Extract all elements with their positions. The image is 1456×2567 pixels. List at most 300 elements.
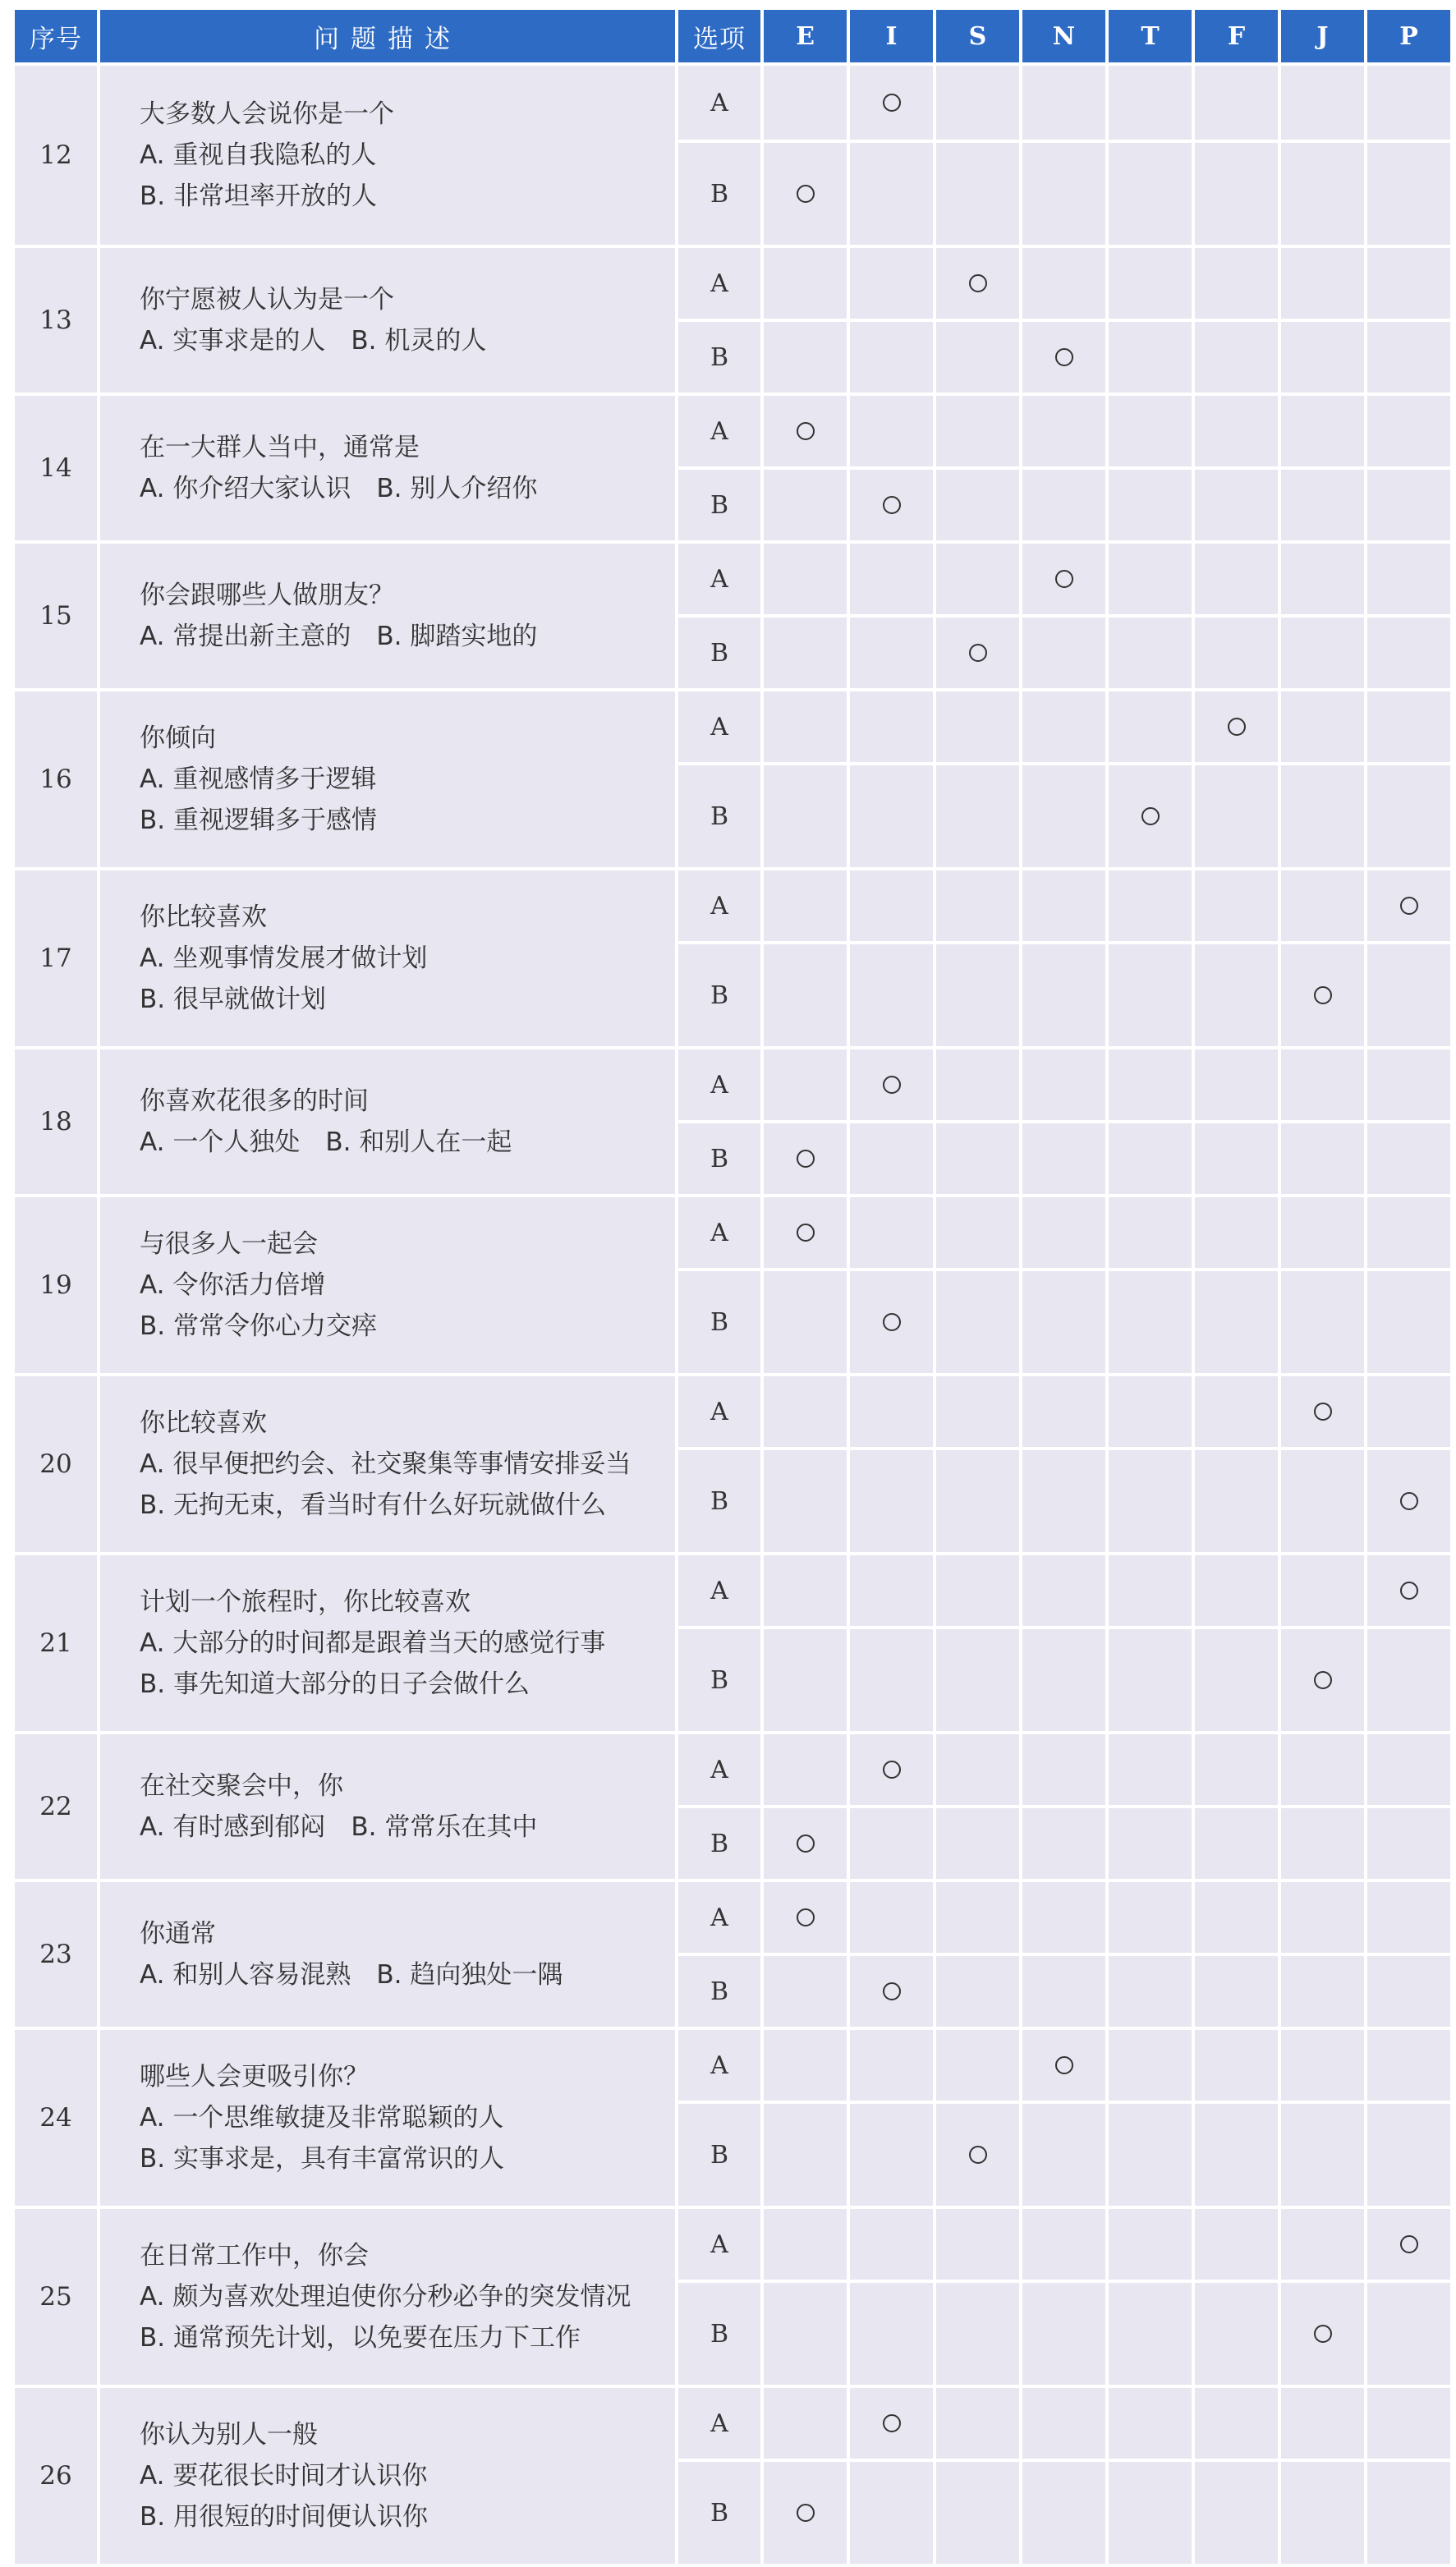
- question-number: 12: [15, 66, 97, 245]
- score-cell-i: [850, 248, 933, 319]
- question-prompt: 你喜欢花很多的时间: [140, 1086, 369, 1116]
- circle-marker-icon: [1055, 2056, 1073, 2074]
- score-cell-f: [1195, 1629, 1278, 1731]
- score-cell-n: [1022, 544, 1105, 614]
- score-cell-e: [764, 1555, 847, 1626]
- score-cell-e: [764, 1450, 847, 1552]
- score-cell-n: [1022, 765, 1105, 867]
- score-cell-p: [1367, 248, 1450, 319]
- question-description: [100, 396, 675, 540]
- circle-marker-icon: [1314, 1403, 1332, 1421]
- score-cell-f: [1195, 544, 1278, 614]
- question-description: [100, 1049, 675, 1194]
- score-cell-e: [764, 544, 847, 614]
- circle-marker-icon: [969, 274, 987, 292]
- score-cell-s: [936, 143, 1019, 245]
- score-cell-n: [1022, 470, 1105, 540]
- question-number: 20: [15, 1376, 97, 1552]
- option-label: B: [678, 1808, 760, 1879]
- question-choice: B. 重视逻辑多于感情: [140, 806, 377, 835]
- score-cell-i: [850, 2462, 933, 2564]
- score-cell-s: [936, 1555, 1019, 1626]
- circle-marker-icon: [797, 1224, 815, 1242]
- question-choice: B. 用很短的时间便认识你: [140, 2502, 428, 2532]
- question-description: [100, 1882, 675, 2027]
- score-cell-n: [1022, 944, 1105, 1046]
- score-cell-p: [1367, 1555, 1450, 1626]
- score-cell-e: [764, 66, 847, 140]
- score-cell-e: [764, 691, 847, 762]
- score-cell-j: [1281, 1629, 1364, 1731]
- score-cell-f: [1195, 2388, 1278, 2459]
- score-cell-i: [850, 2104, 933, 2206]
- score-cell-s: [936, 944, 1019, 1046]
- score-cell-f: [1195, 691, 1278, 762]
- question-number: 16: [15, 691, 97, 867]
- score-cell-n: [1022, 1629, 1105, 1731]
- score-cell-j: [1281, 143, 1364, 245]
- score-cell-n: [1022, 1734, 1105, 1805]
- score-cell-e: [764, 1049, 847, 1120]
- question-description: [100, 66, 675, 245]
- score-cell-j: [1281, 248, 1364, 319]
- score-cell-e: [764, 1734, 847, 1805]
- table-row: [15, 1049, 1450, 1120]
- score-cell-p: [1367, 1734, 1450, 1805]
- score-cell-e: [764, 2104, 847, 2206]
- question-number: 15: [15, 544, 97, 688]
- score-cell-p: [1367, 1956, 1450, 2027]
- score-cell-t: [1109, 2030, 1192, 2101]
- score-cell-s: [936, 870, 1019, 941]
- circle-marker-icon: [969, 644, 987, 662]
- question-choice: A. 实事求是的人 B. 机灵的人: [140, 326, 487, 356]
- question-number: 13: [15, 248, 97, 393]
- score-cell-e: [764, 870, 847, 941]
- score-cell-t: [1109, 1956, 1192, 2027]
- table-body: [15, 66, 1450, 2564]
- score-cell-n: [1022, 2209, 1105, 2280]
- score-cell-i: [850, 470, 933, 540]
- score-cell-n: [1022, 1555, 1105, 1626]
- score-cell-e: [764, 765, 847, 867]
- score-cell-n: [1022, 1049, 1105, 1120]
- score-cell-f: [1195, 1049, 1278, 1120]
- question-description: [100, 248, 675, 393]
- questionnaire-table: [11, 7, 1454, 2567]
- circle-marker-icon: [1314, 2325, 1332, 2343]
- question-choice: A. 一个人独处 B. 和别人在一起: [140, 1127, 512, 1157]
- score-cell-t: [1109, 396, 1192, 466]
- score-cell-j: [1281, 765, 1364, 867]
- score-cell-i: [850, 1049, 933, 1120]
- score-cell-e: [764, 2030, 847, 2101]
- score-cell-t: [1109, 1808, 1192, 1879]
- question-prompt: 你比较喜欢: [140, 1408, 267, 1438]
- question-choice: B. 常常令你心力交瘁: [140, 1311, 377, 1341]
- header-dim-t: T: [1109, 10, 1192, 62]
- score-cell-s: [936, 2283, 1019, 2385]
- option-label: B: [678, 765, 760, 867]
- score-cell-s: [936, 2104, 1019, 2206]
- option-label: A: [678, 1882, 760, 1953]
- score-cell-s: [936, 1450, 1019, 1552]
- option-label: A: [678, 1197, 760, 1268]
- score-cell-p: [1367, 1376, 1450, 1447]
- score-cell-s: [936, 1734, 1019, 1805]
- question-description: [100, 2388, 675, 2564]
- question-description: [100, 1197, 675, 1373]
- score-cell-j: [1281, 1734, 1364, 1805]
- circle-marker-icon: [1055, 570, 1073, 588]
- score-cell-i: [850, 765, 933, 867]
- table-row: [15, 691, 1450, 762]
- table-header: [15, 10, 1450, 62]
- score-cell-t: [1109, 2209, 1192, 2280]
- question-choice: A. 常提出新主意的 B. 脚踏实地的: [140, 622, 538, 651]
- score-cell-t: [1109, 2388, 1192, 2459]
- question-choice: B. 非常坦率开放的人: [140, 181, 377, 211]
- question-description: [100, 870, 675, 1046]
- circle-marker-icon: [1228, 718, 1246, 736]
- score-cell-p: [1367, 396, 1450, 466]
- header-dim-s: S: [936, 10, 1019, 62]
- score-cell-p: [1367, 944, 1450, 1046]
- score-cell-i: [850, 396, 933, 466]
- score-cell-j: [1281, 1271, 1364, 1373]
- score-cell-j: [1281, 1882, 1364, 1953]
- score-cell-p: [1367, 1271, 1450, 1373]
- score-cell-i: [850, 1555, 933, 1626]
- score-cell-n: [1022, 1123, 1105, 1194]
- question-choice: B. 事先知道大部分的日子会做什么: [140, 1669, 530, 1699]
- score-cell-p: [1367, 691, 1450, 762]
- score-cell-t: [1109, 618, 1192, 688]
- score-cell-s: [936, 1271, 1019, 1373]
- question-prompt: 在一大群人当中，通常是: [140, 433, 420, 462]
- score-cell-p: [1367, 2030, 1450, 2101]
- question-prompt: 在日常工作中，你会: [140, 2241, 369, 2271]
- option-label: A: [678, 66, 760, 140]
- header-dim-e: E: [764, 10, 847, 62]
- table-row: [15, 1734, 1450, 1805]
- score-cell-j: [1281, 870, 1364, 941]
- score-cell-t: [1109, 1049, 1192, 1120]
- table-row: [15, 2030, 1450, 2101]
- score-cell-i: [850, 2283, 933, 2385]
- score-cell-e: [764, 1629, 847, 1731]
- circle-marker-icon: [797, 1150, 815, 1168]
- option-label: B: [678, 618, 760, 688]
- question-prompt: 大多数人会说你是一个: [140, 99, 394, 129]
- question-choice: A. 很早便把约会、社交聚集等事情安排妥当: [140, 1449, 632, 1479]
- score-cell-j: [1281, 2209, 1364, 2280]
- score-cell-p: [1367, 2462, 1450, 2564]
- question-description: [100, 1376, 675, 1552]
- question-choice: B. 很早就做计划: [140, 985, 326, 1014]
- question-description: [100, 2030, 675, 2206]
- score-cell-s: [936, 470, 1019, 540]
- score-cell-e: [764, 396, 847, 466]
- score-cell-n: [1022, 2462, 1105, 2564]
- score-cell-f: [1195, 1376, 1278, 1447]
- header-dim-f: F: [1195, 10, 1278, 62]
- question-description: [100, 1555, 675, 1731]
- option-label: B: [678, 1629, 760, 1731]
- score-cell-t: [1109, 1555, 1192, 1626]
- score-cell-j: [1281, 544, 1364, 614]
- score-cell-t: [1109, 765, 1192, 867]
- score-cell-f: [1195, 2030, 1278, 2101]
- score-cell-j: [1281, 1555, 1364, 1626]
- table-row: [15, 66, 1450, 140]
- circle-marker-icon: [1314, 1671, 1332, 1689]
- score-cell-s: [936, 1376, 1019, 1447]
- score-cell-n: [1022, 1271, 1105, 1373]
- score-cell-i: [850, 1734, 933, 1805]
- score-cell-t: [1109, 1123, 1192, 1194]
- score-cell-e: [764, 618, 847, 688]
- score-cell-t: [1109, 691, 1192, 762]
- score-cell-i: [850, 2388, 933, 2459]
- option-label: B: [678, 2283, 760, 2385]
- option-label: A: [678, 1555, 760, 1626]
- score-cell-f: [1195, 143, 1278, 245]
- score-cell-s: [936, 765, 1019, 867]
- question-prompt: 哪些人会更吸引你？: [140, 2062, 369, 2092]
- circle-marker-icon: [1314, 986, 1332, 1004]
- score-cell-p: [1367, 322, 1450, 393]
- score-cell-j: [1281, 1956, 1364, 2027]
- score-cell-f: [1195, 2104, 1278, 2206]
- question-number: 23: [15, 1882, 97, 2027]
- question-prompt: 你倾向: [140, 723, 216, 753]
- score-cell-p: [1367, 618, 1450, 688]
- score-cell-s: [936, 618, 1019, 688]
- score-cell-s: [936, 2209, 1019, 2280]
- option-label: B: [678, 2462, 760, 2564]
- score-cell-p: [1367, 1882, 1450, 1953]
- score-cell-t: [1109, 1629, 1192, 1731]
- score-cell-f: [1195, 1882, 1278, 1953]
- score-cell-f: [1195, 1734, 1278, 1805]
- option-label: B: [678, 470, 760, 540]
- score-cell-p: [1367, 1808, 1450, 1879]
- score-cell-f: [1195, 248, 1278, 319]
- score-cell-e: [764, 1956, 847, 2027]
- header-dim-j: J: [1281, 10, 1364, 62]
- circle-marker-icon: [797, 1908, 815, 1926]
- score-cell-i: [850, 1376, 933, 1447]
- question-prompt: 与很多人一起会: [140, 1229, 318, 1259]
- question-description: [100, 544, 675, 688]
- question-prompt: 你会跟哪些人做朋友？: [140, 581, 394, 610]
- circle-marker-icon: [883, 94, 901, 112]
- score-cell-n: [1022, 248, 1105, 319]
- circle-marker-icon: [1055, 348, 1073, 366]
- question-description: [100, 691, 675, 867]
- question-prompt: 你宁愿被人认为是一个: [140, 285, 394, 315]
- table-row: [15, 1376, 1450, 1447]
- score-cell-s: [936, 1956, 1019, 2027]
- score-cell-t: [1109, 248, 1192, 319]
- circle-marker-icon: [883, 1982, 901, 2000]
- score-cell-p: [1367, 143, 1450, 245]
- score-cell-j: [1281, 618, 1364, 688]
- question-number: 17: [15, 870, 97, 1046]
- circle-marker-icon: [883, 496, 901, 514]
- question-choice: A. 令你活力倍增: [140, 1270, 326, 1300]
- circle-marker-icon: [1400, 897, 1418, 915]
- score-cell-e: [764, 1271, 847, 1373]
- score-cell-p: [1367, 1629, 1450, 1731]
- score-cell-n: [1022, 691, 1105, 762]
- score-cell-j: [1281, 2462, 1364, 2564]
- option-label: A: [678, 2030, 760, 2101]
- circle-marker-icon: [883, 2414, 901, 2432]
- score-cell-e: [764, 248, 847, 319]
- score-cell-f: [1195, 2283, 1278, 2385]
- score-cell-n: [1022, 1376, 1105, 1447]
- score-cell-i: [850, 1450, 933, 1552]
- circle-marker-icon: [969, 2146, 987, 2164]
- score-cell-i: [850, 1956, 933, 2027]
- score-cell-e: [764, 1123, 847, 1194]
- score-cell-e: [764, 322, 847, 393]
- score-cell-e: [764, 1808, 847, 1879]
- header-option: 选项: [678, 10, 760, 62]
- score-cell-f: [1195, 1956, 1278, 2027]
- score-cell-s: [936, 66, 1019, 140]
- score-cell-p: [1367, 2104, 1450, 2206]
- question-choice: A. 大部分的时间都是跟着当天的感觉行事: [140, 1628, 606, 1658]
- score-cell-j: [1281, 396, 1364, 466]
- option-label: B: [678, 1956, 760, 2027]
- score-cell-i: [850, 143, 933, 245]
- score-cell-j: [1281, 322, 1364, 393]
- circle-marker-icon: [797, 185, 815, 203]
- question-choice: A. 颇为喜欢处理迫使你分秒必争的突发情况: [140, 2282, 632, 2312]
- table-row: [15, 2209, 1450, 2280]
- option-label: B: [678, 143, 760, 245]
- question-prompt: 在社交聚会中，你: [140, 1771, 343, 1801]
- question-choice: A. 你介绍大家认识 B. 别人介绍你: [140, 474, 538, 503]
- score-cell-t: [1109, 143, 1192, 245]
- question-number: 25: [15, 2209, 97, 2385]
- score-cell-p: [1367, 470, 1450, 540]
- table-row: [15, 1555, 1450, 1626]
- score-cell-f: [1195, 765, 1278, 867]
- score-cell-t: [1109, 944, 1192, 1046]
- score-cell-n: [1022, 1882, 1105, 1953]
- score-cell-f: [1195, 1197, 1278, 1268]
- score-cell-s: [936, 1629, 1019, 1731]
- score-cell-s: [936, 691, 1019, 762]
- score-cell-f: [1195, 396, 1278, 466]
- circle-marker-icon: [797, 1835, 815, 1853]
- option-label: A: [678, 1376, 760, 1447]
- table-row: [15, 544, 1450, 614]
- score-cell-i: [850, 618, 933, 688]
- table-row: [15, 396, 1450, 466]
- score-cell-t: [1109, 1882, 1192, 1953]
- option-label: B: [678, 1450, 760, 1552]
- score-cell-j: [1281, 1123, 1364, 1194]
- question-number: 18: [15, 1049, 97, 1194]
- option-label: B: [678, 322, 760, 393]
- question-choice: A. 一个思维敏捷及非常聪颖的人: [140, 2103, 504, 2133]
- score-cell-j: [1281, 2388, 1364, 2459]
- score-cell-j: [1281, 2283, 1364, 2385]
- question-number: 24: [15, 2030, 97, 2206]
- score-cell-t: [1109, 870, 1192, 941]
- question-number: 19: [15, 1197, 97, 1373]
- score-cell-f: [1195, 2462, 1278, 2564]
- score-cell-f: [1195, 322, 1278, 393]
- score-cell-p: [1367, 2283, 1450, 2385]
- table-row: [15, 248, 1450, 319]
- score-cell-e: [764, 2283, 847, 2385]
- table-row: [15, 1197, 1450, 1268]
- score-cell-i: [850, 66, 933, 140]
- option-label: B: [678, 2104, 760, 2206]
- score-cell-i: [850, 870, 933, 941]
- circle-marker-icon: [883, 1761, 901, 1779]
- question-description: [100, 2209, 675, 2385]
- score-cell-p: [1367, 2388, 1450, 2459]
- option-label: A: [678, 396, 760, 466]
- score-cell-t: [1109, 1450, 1192, 1552]
- circle-marker-icon: [1400, 1582, 1418, 1600]
- score-cell-i: [850, 2030, 933, 2101]
- score-cell-i: [850, 544, 933, 614]
- question-choice: B. 通常预先计划，以免要在压力下工作: [140, 2323, 581, 2353]
- score-cell-f: [1195, 470, 1278, 540]
- circle-marker-icon: [1141, 807, 1160, 825]
- score-cell-e: [764, 1882, 847, 1953]
- score-cell-t: [1109, 2283, 1192, 2385]
- score-cell-e: [764, 2462, 847, 2564]
- circle-marker-icon: [1400, 2235, 1418, 2253]
- score-cell-j: [1281, 1450, 1364, 1552]
- question-number: 21: [15, 1555, 97, 1731]
- score-cell-j: [1281, 944, 1364, 1046]
- score-cell-t: [1109, 1734, 1192, 1805]
- score-cell-t: [1109, 322, 1192, 393]
- score-cell-i: [850, 1808, 933, 1879]
- option-label: A: [678, 2388, 760, 2459]
- score-cell-t: [1109, 1376, 1192, 1447]
- score-cell-j: [1281, 2030, 1364, 2101]
- score-cell-e: [764, 1197, 847, 1268]
- score-cell-j: [1281, 691, 1364, 762]
- score-cell-s: [936, 2388, 1019, 2459]
- score-cell-i: [850, 1271, 933, 1373]
- score-cell-t: [1109, 544, 1192, 614]
- score-cell-t: [1109, 470, 1192, 540]
- score-cell-s: [936, 1882, 1019, 1953]
- score-cell-f: [1195, 1450, 1278, 1552]
- score-cell-n: [1022, 2388, 1105, 2459]
- circle-marker-icon: [797, 2504, 815, 2522]
- circle-marker-icon: [883, 1313, 901, 1331]
- header-dim-n: N: [1022, 10, 1105, 62]
- option-label: A: [678, 691, 760, 762]
- score-cell-t: [1109, 2104, 1192, 2206]
- score-cell-t: [1109, 66, 1192, 140]
- score-cell-p: [1367, 1123, 1450, 1194]
- score-cell-p: [1367, 1450, 1450, 1552]
